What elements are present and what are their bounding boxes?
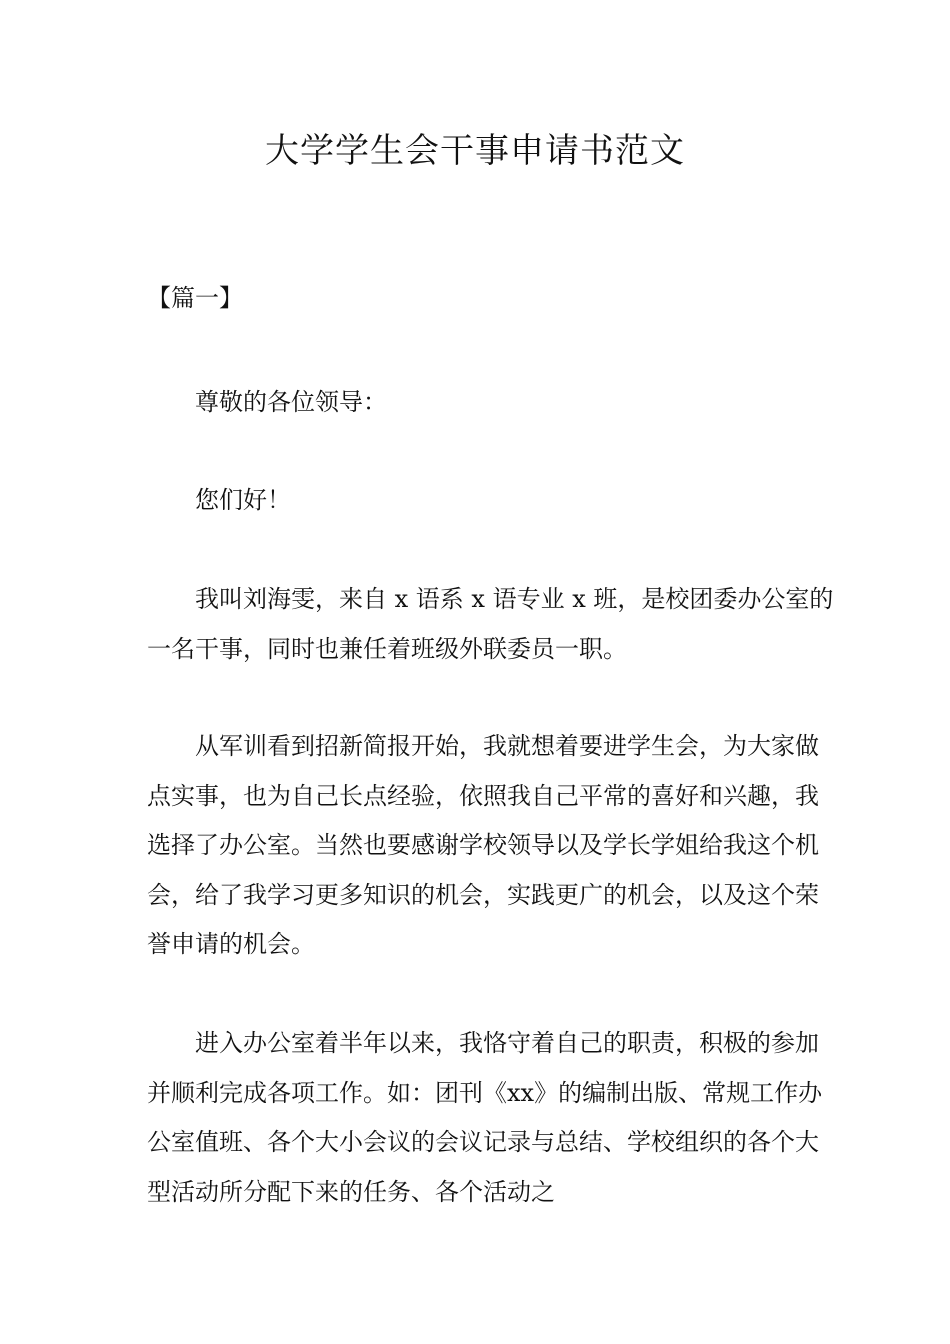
section-label: 【篇一】 <box>147 284 243 312</box>
paragraph-motivation: 从军训看到招新简报开始，我就想着要进学生会，为大家做点实事，也为自己长点经验，依照我自己平常的喜好和兴趣，我选择了办公室。当然也要感谢学校领导以及学长学姐给我这个机会，给了我学习更多知识的机会，实践更广的机会，以及这个荣誉申请的机会。 <box>147 732 819 958</box>
document-title: 大学学生会干事申请书范文 <box>265 131 685 171</box>
paragraph-salutation: 尊敬的各位领导： <box>195 388 387 416</box>
paragraph-work: 进入办公室着半年以来，我恪守着自己的职责，积极的参加并顺利完成各项工作。如：团刊《xx》的编制出版、常规工作办公室值班、各个大小会议的会议记录与总结、学校组织的各个大型活动所分配下来的任务、各个活动之 <box>147 1029 823 1206</box>
paragraph-greeting: 您们好！ <box>195 486 291 514</box>
paragraph-intro: 我叫刘海雯，来自 x 语系 x 语专业 x 班，是校团委办公室的一名干事，同时也兼任着班级外联委员一职。 <box>147 585 834 663</box>
